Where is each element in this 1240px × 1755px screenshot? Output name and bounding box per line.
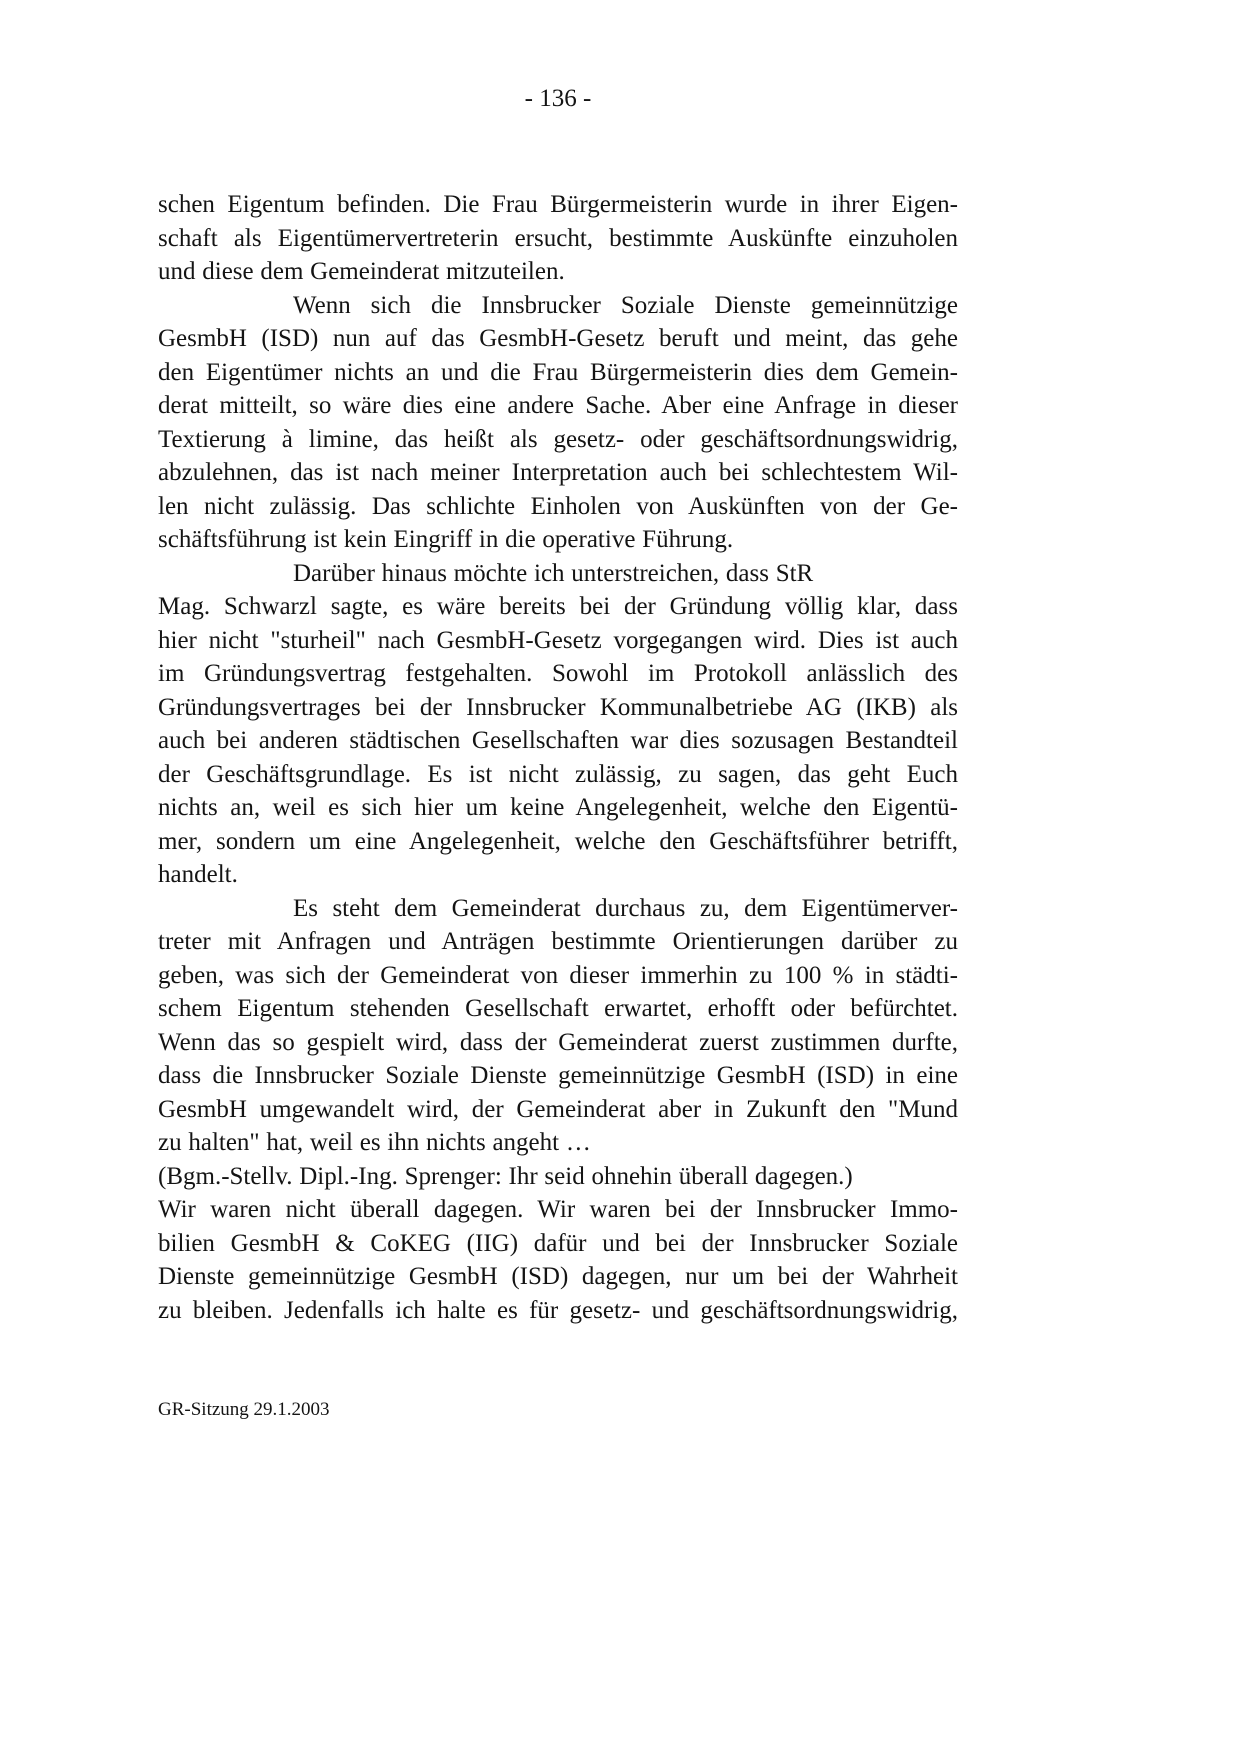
text-line: dass die Innsbrucker Soziale Dienste gemeinnützige GesmbH (ISD) in eine	[158, 1062, 958, 1089]
text-line: Gründungsvertrages bei der Innsbrucker Kommunalbetriebe AG (IKB) als	[158, 693, 958, 721]
text-line: abzulehnen, das ist nach meiner Interpretation auch bei schlechtestem Wil-	[158, 459, 958, 486]
paragraph-3	[158, 557, 958, 892]
paragraph-interjection	[158, 1160, 958, 1194]
document-body	[158, 188, 958, 1327]
text-line: bilien GesmbH & CoKEG (IIG) dafür und bei der Innsbrucker Soziale	[158, 1229, 958, 1257]
text-line: Wenn das so gespielt wird, dass der Gemeinderat zuerst zustimmen durfte,	[158, 1028, 958, 1056]
paragraph-4	[158, 892, 958, 1160]
text-line: schäftsführung ist kein Eingriff in die operative Führung.	[158, 526, 734, 553]
text-line: Dienste gemeinnützige GesmbH (ISD) dagegen, nur um bei der Wahrheit	[158, 1263, 958, 1290]
text-line: treter mit Anfragen und Anträgen bestimmte Orientierungen darüber zu	[158, 928, 958, 955]
text-line: mer, sondern um eine Angelegenheit, welche den Geschäftsführer betrifft,	[158, 827, 958, 855]
text-line: (Bgm.-Stellv. Dipl.-Ing. Sprenger: Ihr seid ohnehin überall dagegen.)	[158, 1162, 853, 1190]
text-line: GesmbH (ISD) nun auf das GesmbH-Gesetz beruft und meint, das gehe	[158, 325, 958, 352]
text-line: Wir waren nicht überall dagegen. Wir waren bei der Innsbrucker Immo-	[158, 1196, 958, 1223]
text-line: schen Eigentum befinden. Die Frau Bürgermeisterin wurde in ihrer Eigen-	[158, 191, 958, 218]
text-line: den Eigentümer nichts an und die Frau Bürgermeisterin dies dem Gemein-	[158, 358, 958, 386]
page-footer: GR-Sitzung 29.1.2003	[158, 1399, 330, 1420]
text-line: zu halten" hat, weil es ihn nichts angeht …	[158, 1129, 591, 1156]
text-line: Es steht dem Gemeinderat durchaus zu, dem Eigentümerver-	[293, 894, 958, 922]
text-line: zu bleiben. Jedenfalls ich halte es für gesetz- und geschäftsordnungswidrig,	[158, 1296, 958, 1324]
text-line: Mag. Schwarzl sagte, es wäre bereits bei der Gründung völlig klar, dass	[158, 593, 958, 620]
text-line: hier nicht "sturheil" nach GesmbH-Gesetz vorgegangen wird. Dies ist auch	[158, 626, 958, 654]
text-line: Darüber hinaus möchte ich unterstreichen, dass StR	[293, 559, 814, 587]
paragraph-2	[158, 289, 958, 557]
text-line: nichts an, weil es sich hier um keine Angelegenheit, welche den Eigentü-	[158, 794, 958, 821]
text-line: derat mitteilt, so wäre dies eine andere Sache. Aber eine Anfrage in dieser	[158, 392, 958, 419]
text-line: Wenn sich die Innsbrucker Soziale Dienste gemeinnützige	[293, 291, 958, 319]
text-line: auch bei anderen städtischen Gesellschaften war dies sozusagen Bestandteil	[158, 727, 958, 754]
paragraph-1	[158, 188, 958, 289]
text-line: GesmbH umgewandelt wird, der Gemeinderat aber in Zukunft den "Mund	[158, 1095, 958, 1123]
text-line: schaft als Eigentümervertreterin ersucht, bestimmte Auskünfte einzuholen	[158, 224, 958, 252]
page-number: - 136 -	[524, 85, 592, 112]
text-line: und diese dem Gemeinderat mitzuteilen.	[158, 258, 565, 285]
paragraph-5	[158, 1193, 958, 1327]
text-line: handelt.	[158, 861, 238, 888]
text-line: im Gründungsvertrag festgehalten. Sowohl im Protokoll anlässlich des	[158, 660, 958, 687]
text-line: geben, was sich der Gemeinderat von dieser immerhin zu 100 % in städti-	[158, 961, 958, 989]
text-line: Textierung à limine, das heißt als gesetz- oder geschäftsordnungswidrig,	[158, 425, 958, 453]
text-line: schem Eigentum stehenden Gesellschaft erwartet, erhofft oder befürchtet.	[158, 995, 958, 1022]
text-line: der Geschäftsgrundlage. Es ist nicht zulässig, zu sagen, das geht Euch	[158, 760, 958, 788]
text-line: len nicht zulässig. Das schlichte Einholen von Auskünften von der Ge-	[158, 492, 958, 520]
